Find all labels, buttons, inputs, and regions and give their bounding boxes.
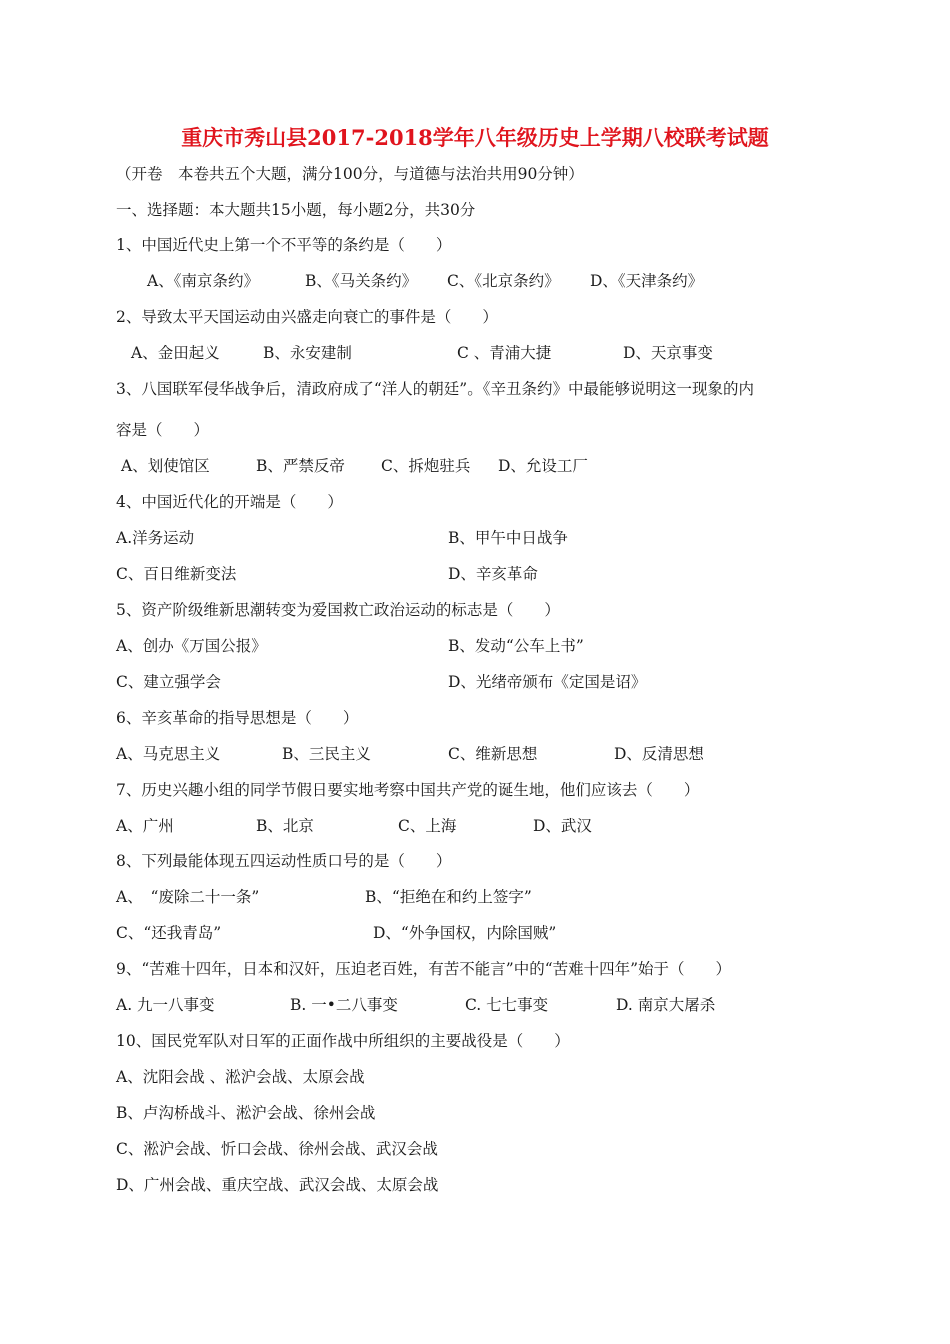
question-2-option-b: B、永安建制 [263, 344, 352, 362]
question-5-option-b: B、发动“公车上书” [448, 637, 584, 655]
question-5-option-c: C、建立强学会 [116, 673, 221, 691]
question-3-stem-line1: 3、八国联军侵华战争后，清政府成了“洋人的朝廷”。《辛丑条约》中最能够说明这一现象的内 [116, 380, 754, 398]
question-9-option-a: A. 九一八事变 [116, 996, 215, 1014]
page-title: 重庆市秀山县2017-2018学年八年级历史上学期八校联考试题 [181, 125, 769, 150]
question-5-option-d: D、光绪帝颁布《定国是诏》 [448, 673, 647, 691]
question-9-option-d: D. 南京大屠杀 [616, 996, 716, 1014]
section-heading: 一、选择题：本大题共15小题，每小题2分，共30分 [116, 201, 476, 219]
question-6-option-b: B、三民主义 [282, 745, 371, 763]
question-8-option-a: A、 “废除二十一条” [116, 888, 260, 906]
question-9-stem: 9、“苦难十四年，日本和汉奸，压迫老百姓，有苦不能言”中的“苦难十四年”始于（ ） [116, 960, 732, 978]
question-7-option-b: B、北京 [256, 817, 314, 835]
question-8-option-b: B、“拒绝在和约上签字” [365, 888, 532, 906]
question-10-option-a: A、沈阳会战 、淞沪会战、太原会战 [116, 1068, 365, 1086]
question-3-stem-line2: 容是（ ） [116, 421, 210, 439]
question-6-stem: 6、辛亥革命的指导思想是（ ） [116, 709, 359, 727]
question-4-option-a: A.洋务运动 [116, 529, 195, 547]
question-8-option-d: D、“外争国权，内除国贼” [373, 924, 557, 942]
question-8-stem: 8、下列最能体现五四运动性质口号的是（ ） [116, 852, 452, 870]
question-10-option-d: D、广州会战、重庆空战、武汉会战、太原会战 [116, 1176, 439, 1194]
question-4-option-d: D、辛亥革命 [448, 565, 538, 583]
question-2-option-d: D、天京事变 [623, 344, 713, 362]
question-10-stem: 10、国民党军队对日军的正面作战中所组织的主要战役是（ ） [116, 1032, 570, 1050]
question-9-option-b: B. 一•二八事变 [290, 996, 398, 1014]
question-10-option-b: B、卢沟桥战斗、淞沪会战、徐州会战 [116, 1104, 376, 1122]
exam-note: （开卷 本卷共五个大题，满分100分，与道德与法治共用90分钟） [116, 165, 584, 183]
question-6-option-c: C、维新思想 [448, 745, 538, 763]
question-4-option-c: C、百日维新变法 [116, 565, 237, 583]
question-1-stem: 1、中国近代史上第一个不平等的条约是（ ） [116, 236, 452, 254]
question-5-option-a: A、创办《万国公报》 [116, 637, 267, 655]
question-1-option-d: D、《天津条约》 [590, 272, 704, 290]
question-7-option-c: C、上海 [398, 817, 457, 835]
question-1-option-b: B、《马关条约》 [305, 272, 418, 290]
question-2-option-a: A、金田起义 [131, 344, 220, 362]
question-10-option-c: C、淞沪会战、忻口会战、徐州会战、武汉会战 [116, 1140, 438, 1158]
question-6-option-a: A、马克思主义 [116, 745, 221, 763]
question-7-option-d: D、武汉 [533, 817, 592, 835]
question-3-option-a: A、划使馆区 [121, 457, 210, 475]
question-8-option-c: C、“还我青岛” [116, 924, 222, 942]
question-3-option-c: C、拆炮驻兵 [381, 457, 471, 475]
question-6-option-d: D、反清思想 [614, 745, 704, 763]
question-1-option-a: A、《南京条约》 [147, 272, 259, 290]
question-1-option-c: C、《北京条约》 [447, 272, 560, 290]
question-2-stem: 2、导致太平天国运动由兴盛走向衰亡的事件是（ ） [116, 308, 498, 326]
question-7-stem: 7、历史兴趣小组的同学节假日要实地考察中国共产党的诞生地，他们应该去（ ） [116, 781, 700, 799]
question-5-stem: 5、资产阶级维新思潮转变为爱国救亡政治运动的标志是（ ） [116, 601, 560, 619]
question-4-stem: 4、中国近代化的开端是（ ） [116, 493, 343, 511]
question-9-option-c: C. 七七事变 [465, 996, 549, 1014]
question-3-option-b: B、严禁反帝 [256, 457, 345, 475]
question-7-option-a: A、广州 [116, 817, 174, 835]
question-4-option-b: B、甲午中日战争 [448, 529, 568, 547]
question-3-option-d: D、允设工厂 [498, 457, 588, 475]
question-2-option-c: C 、青浦大捷 [457, 344, 552, 362]
